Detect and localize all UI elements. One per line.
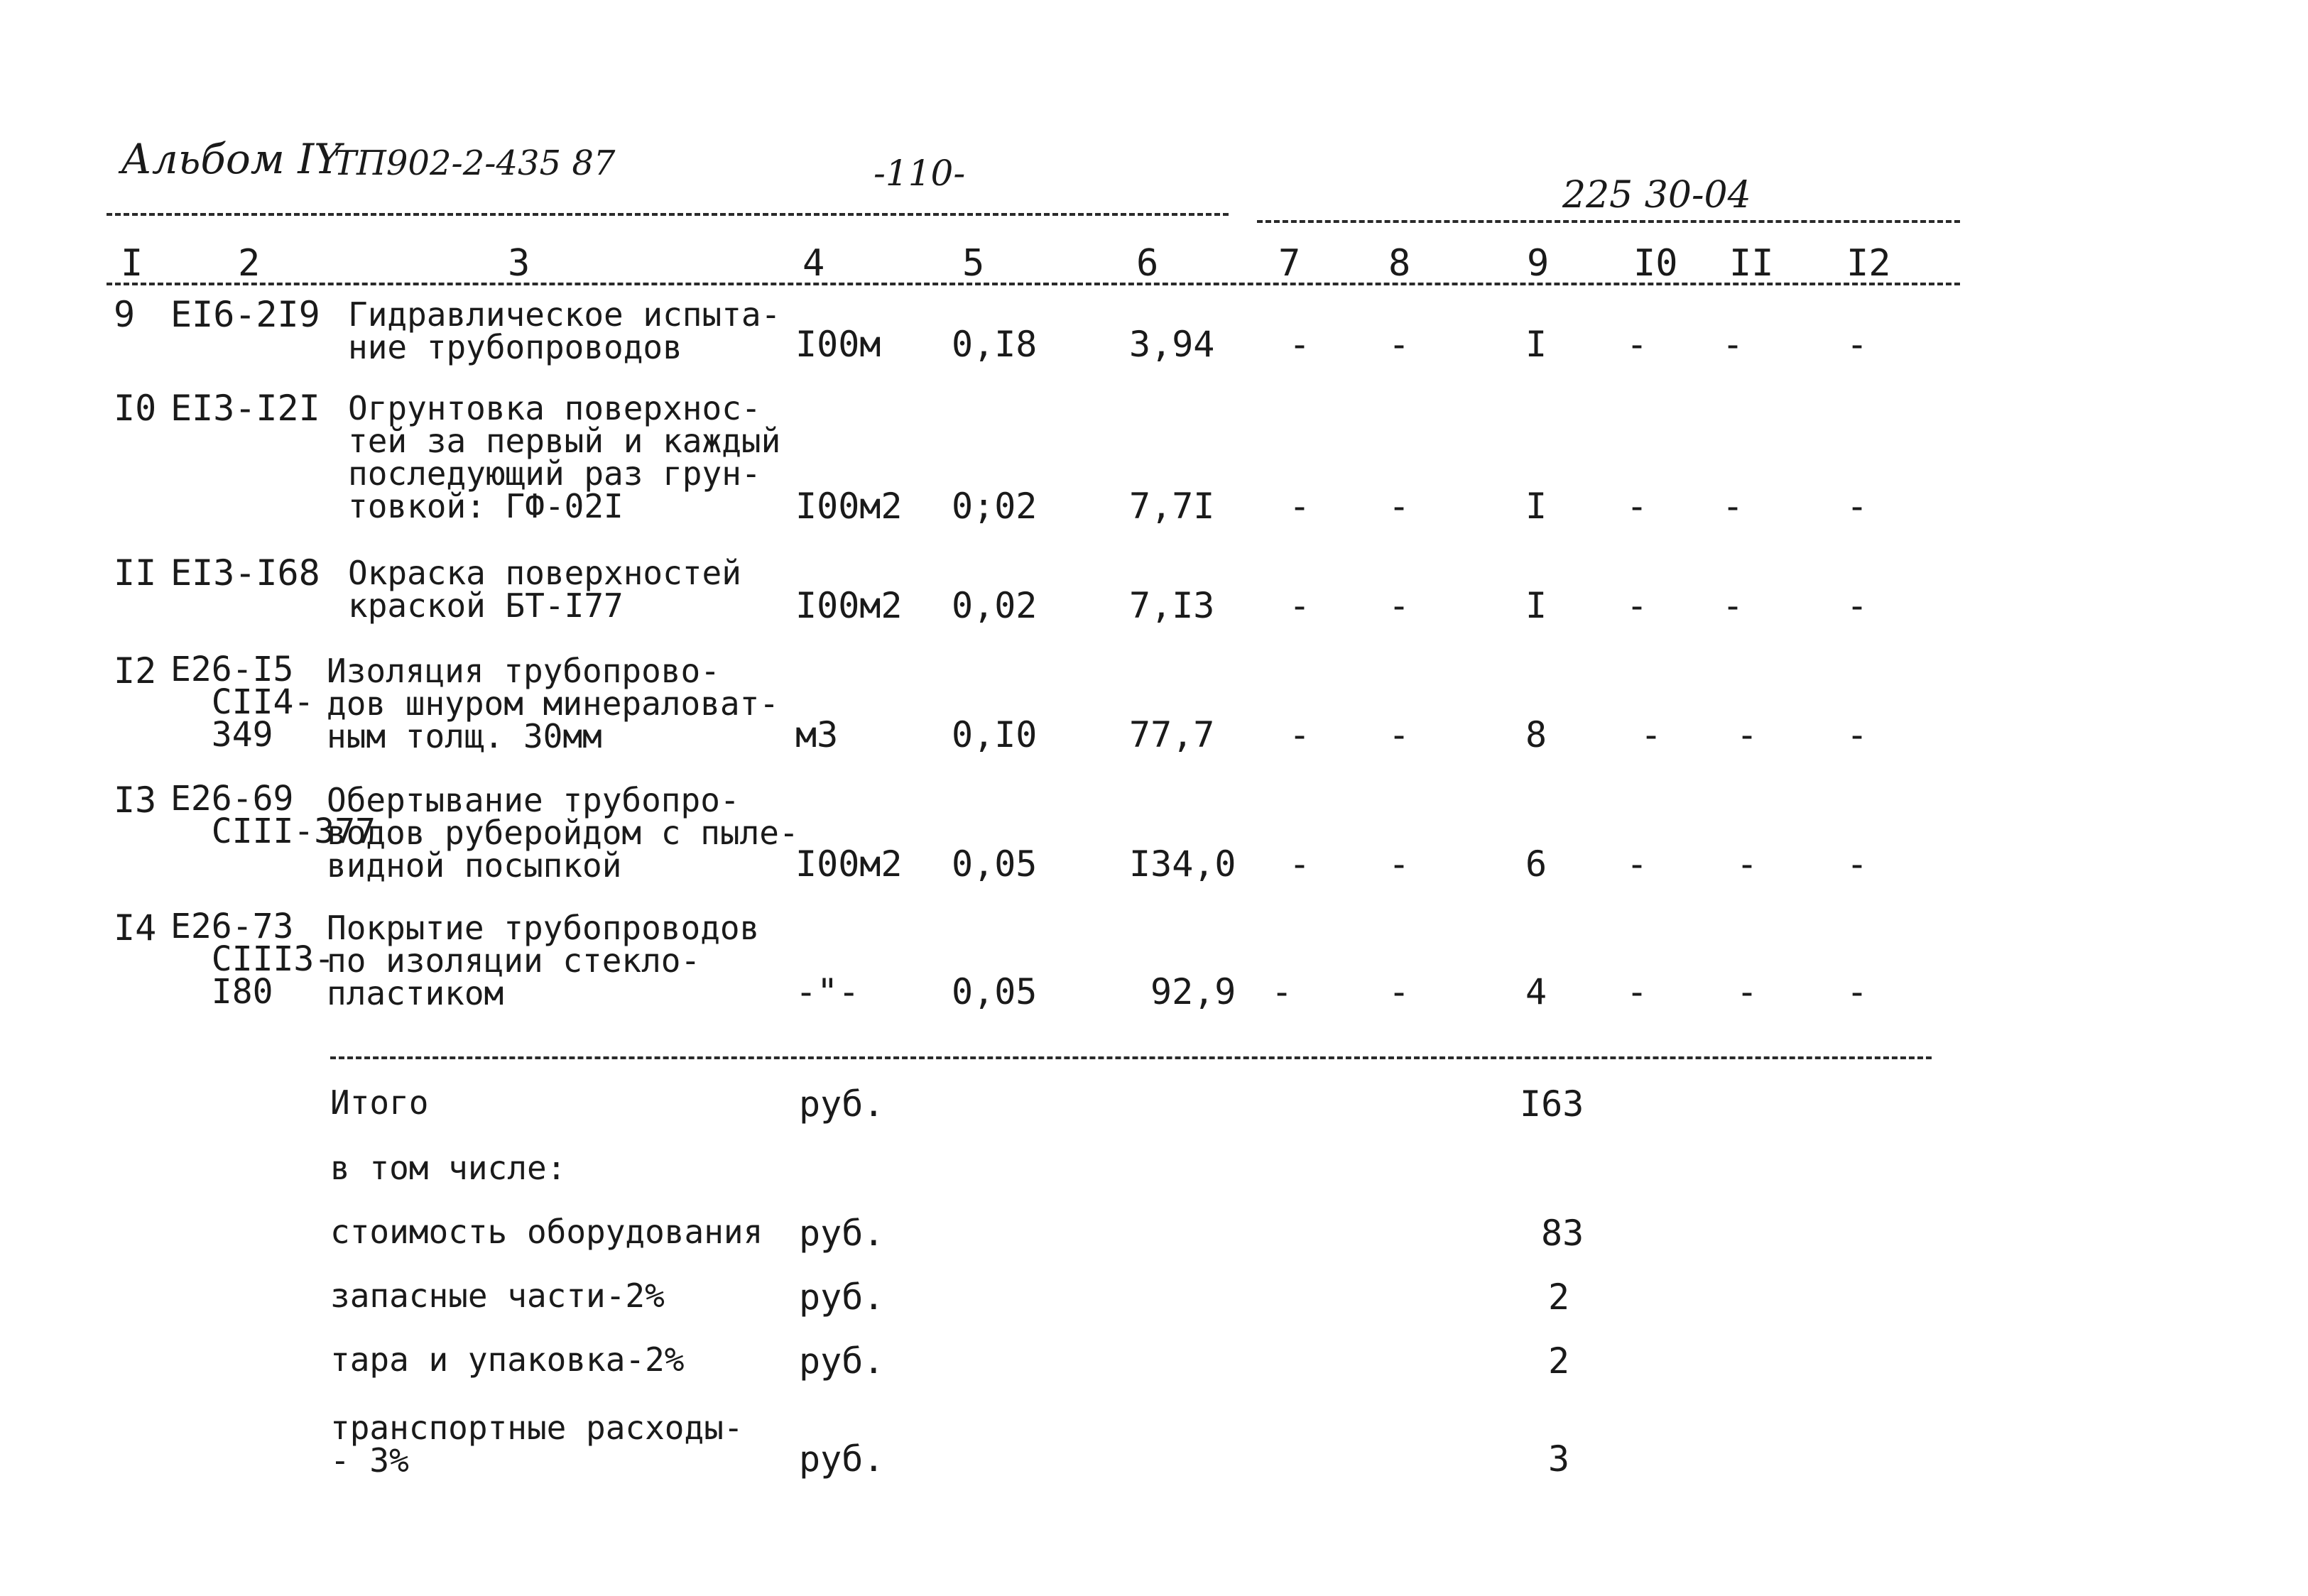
row-col10: - (1626, 324, 1648, 365)
totals-unit: руб. (799, 1083, 885, 1125)
row-number: I2 (114, 650, 157, 692)
row-col10: - (1626, 843, 1648, 885)
row-col9: I (1525, 324, 1547, 365)
row-col9: I (1525, 585, 1547, 626)
row-col12: - (1846, 843, 1868, 885)
totals-unit: руб. (799, 1277, 885, 1318)
totals-label: в том числе: (330, 1149, 567, 1187)
row-quantity: 0,05 (952, 971, 1038, 1012)
totals-label: транспортные расходы- - 3% (330, 1409, 744, 1480)
row-col11: - (1736, 971, 1758, 1012)
totals-label: стоимость оборудования (330, 1213, 763, 1251)
row-unit: I00м2 (795, 486, 903, 527)
row-unit: I00м2 (795, 585, 903, 626)
row-description: Окраска поверхностей краской БТ-I77 (348, 554, 741, 625)
row-price: 77,7 (1129, 714, 1215, 755)
totals-rule (330, 1056, 1932, 1059)
row-price: 7,7I (1129, 486, 1215, 527)
row-quantity: 0,05 (952, 843, 1038, 885)
row-unit: I00м2 (795, 843, 903, 885)
project-code: ТП902-2-435 87 (334, 143, 616, 183)
top-rule-right (1257, 220, 1960, 223)
row-col9: 6 (1525, 843, 1547, 885)
col-header-3: 3 (508, 242, 530, 285)
row-col8: - (1388, 324, 1410, 365)
totals-value: 2 (1548, 1340, 1570, 1382)
row-col11: - (1722, 324, 1744, 365)
totals-value: 3 (1548, 1438, 1570, 1480)
row-col7: - (1289, 714, 1311, 755)
document-code: 225 30-04 (1562, 174, 1751, 217)
row-col7: - (1289, 486, 1311, 527)
totals-value: 2 (1548, 1277, 1570, 1318)
row-code: EI6-2I9 (170, 294, 320, 335)
row-code: EI3-I68 (170, 552, 320, 594)
col-header-12: I2 (1846, 242, 1891, 285)
row-col9: I (1525, 486, 1547, 527)
row-col8: - (1388, 714, 1410, 755)
row-quantity: 0,I0 (952, 714, 1038, 755)
row-col8: - (1388, 585, 1410, 626)
row-unit: м3 (795, 714, 839, 755)
col-header-8: 8 (1388, 242, 1411, 285)
col-header-2: 2 (238, 242, 261, 285)
col-header-10: I0 (1633, 242, 1678, 285)
totals-unit: руб. (799, 1213, 885, 1254)
row-col8: - (1388, 971, 1410, 1012)
col-header-6: 6 (1136, 242, 1159, 285)
col-header-7: 7 (1278, 242, 1301, 285)
totals-value: I63 (1520, 1083, 1584, 1125)
row-col10: - (1640, 714, 1662, 755)
row-col12: - (1846, 714, 1868, 755)
row-col9: 8 (1525, 714, 1547, 755)
totals-unit: руб. (799, 1340, 885, 1382)
row-code: E26-73 CIII3- I80 (170, 907, 335, 1012)
row-quantity: 0;02 (952, 486, 1038, 527)
col-header-1: I (121, 242, 143, 285)
row-price: 3,94 (1129, 324, 1215, 365)
row-number: I3 (114, 780, 157, 821)
col-header-5: 5 (962, 242, 985, 285)
row-description: Покрытие трубопроводов по изоляции стекло- пластиком (327, 909, 760, 1012)
col-header-4: 4 (802, 242, 825, 285)
row-number: II (114, 552, 157, 594)
row-description: Обертывание трубопро- водов руберойдом с пыле- видной посыпкой (327, 781, 799, 885)
totals-label: Итого (330, 1083, 429, 1122)
row-col11: - (1736, 843, 1758, 885)
row-col12: - (1846, 486, 1868, 527)
row-col10: - (1626, 486, 1648, 527)
page-number: -110- (873, 153, 966, 194)
top-rule-left (107, 213, 1229, 216)
row-col9: 4 (1525, 971, 1547, 1012)
row-col7: - (1289, 324, 1311, 365)
row-col11: - (1722, 585, 1744, 626)
row-col12: - (1846, 971, 1868, 1012)
row-number: I0 (114, 388, 157, 429)
row-number: 9 (114, 294, 136, 335)
col-header-11: II (1729, 242, 1774, 285)
row-col10: - (1626, 585, 1648, 626)
row-col11: - (1736, 714, 1758, 755)
row-price: 7,I3 (1129, 585, 1215, 626)
totals-label: тара и упаковка-2% (330, 1340, 685, 1379)
row-description: Изоляция трубопрово- дов шнуром минераловат- ным толщ. 30мм (327, 652, 779, 755)
row-price: I34,0 (1129, 843, 1236, 885)
row-col12: - (1846, 585, 1868, 626)
row-col7: - (1289, 843, 1311, 885)
row-unit: I00м (795, 324, 881, 365)
row-col10: - (1626, 971, 1648, 1012)
totals-value: 83 (1541, 1213, 1584, 1254)
row-code: E26-I5 CII4- 349 (170, 650, 315, 755)
row-description: Огрунтовка поверхнос- тей за первый и каждый последующий раз грун- товкой: ГФ-02I (348, 389, 781, 525)
row-code: EI3-I2I (170, 388, 320, 429)
col-header-9: 9 (1527, 242, 1550, 285)
row-col11: - (1722, 486, 1744, 527)
row-col7: - (1289, 585, 1311, 626)
row-col8: - (1388, 843, 1410, 885)
totals-label: запасные части-2% (330, 1277, 665, 1315)
row-unit: -"- (795, 971, 860, 1012)
row-col12: - (1846, 324, 1868, 365)
row-quantity: 0,I8 (952, 324, 1038, 365)
header-rule (107, 283, 1960, 285)
row-number: I4 (114, 907, 157, 949)
row-price: 92,9 (1150, 971, 1236, 1012)
totals-unit: руб. (799, 1438, 885, 1480)
row-col7: - (1271, 971, 1293, 1012)
row-description: Гидравлическое испыта- ние трубопроводов (348, 295, 781, 366)
row-code: E26-69 CIII-377 (170, 779, 376, 851)
row-quantity: 0,02 (952, 585, 1038, 626)
row-col8: - (1388, 486, 1410, 527)
album-label: Альбом IY (121, 135, 342, 183)
